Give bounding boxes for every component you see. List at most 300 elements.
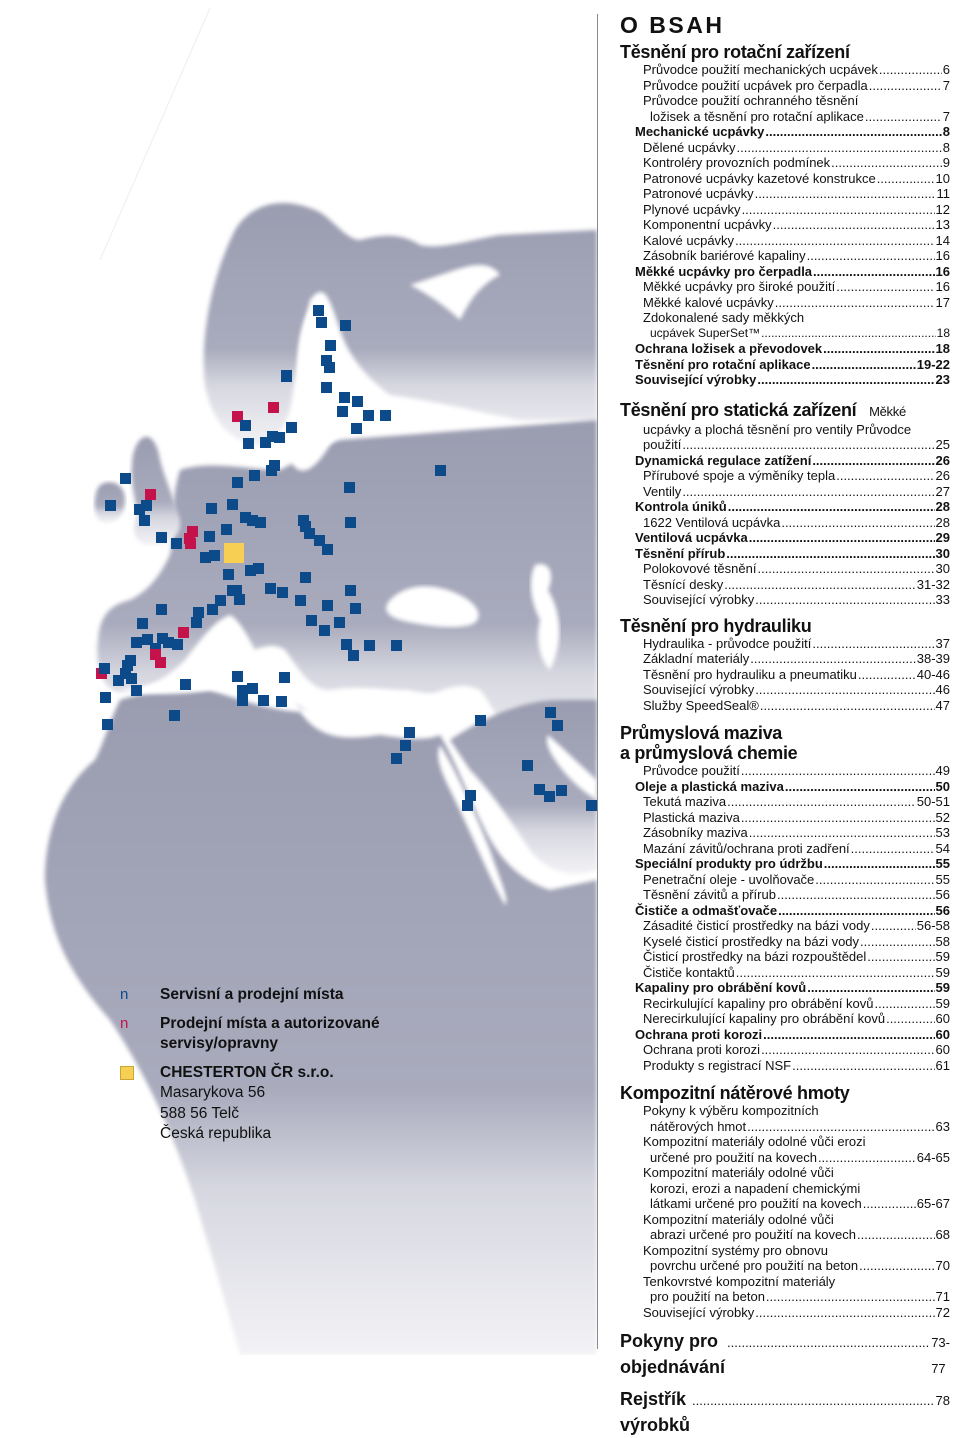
toc-entry[interactable] [620, 248, 950, 264]
page-number: 78 [935, 1393, 950, 1408]
entry-label: Zásobníky maziva [643, 825, 748, 840]
entry-label-line2[interactable]: korozi, erozi a napadení chemickými [650, 1180, 861, 1196]
toc-entry[interactable] [620, 903, 950, 919]
dot-leader [757, 561, 934, 577]
dot-leader [765, 124, 941, 140]
service-location-marker [180, 679, 191, 690]
toc-entry[interactable] [620, 233, 950, 249]
toc-entry[interactable] [620, 341, 950, 357]
entry-label-line1[interactable]: Zdokonalené sady měkkých [643, 310, 805, 325]
toc-entry[interactable] [620, 1289, 950, 1305]
dot-leader [813, 264, 935, 280]
toc-entry[interactable] [620, 1258, 950, 1274]
section-title[interactable]: Kompozitní nátěrové hmoty [620, 1083, 850, 1103]
toc-entry-index[interactable] [620, 1386, 950, 1438]
toc-entry[interactable] [620, 546, 950, 562]
service-location-marker [126, 673, 137, 684]
section-title[interactable]: Průmyslová maziva [620, 723, 782, 743]
dot-leader [742, 202, 935, 218]
page-number: 38-39 [916, 651, 950, 666]
dot-leader [749, 825, 935, 841]
dot-leader [755, 186, 936, 202]
toc-entry[interactable] [620, 577, 950, 593]
service-location-marker [300, 572, 311, 583]
page-number: 60 [935, 1042, 950, 1057]
page-number: 13 [935, 217, 950, 232]
entry-label: Zásobník bariérové kapaliny [643, 248, 806, 263]
toc-entry[interactable] [620, 561, 950, 577]
table-of-contents [620, 10, 950, 1438]
entry-label: 1622 Ventilová ucpávka [643, 514, 781, 530]
entry-label: Komponentní ucpávky [643, 217, 772, 232]
toc-entry[interactable] [620, 499, 950, 515]
service-location-marker [313, 305, 324, 316]
dot-leader [831, 155, 942, 171]
page-number: 28 [935, 499, 950, 514]
page-number: 72 [935, 1304, 950, 1320]
section-intro: ucpávky a plochá těsnění pro ventily Průvodce [643, 421, 912, 437]
service-location-marker [345, 517, 356, 528]
entry-label: Těsnění pro hydrauliku a pneumatiku [643, 666, 857, 682]
toc-entry[interactable] [620, 1150, 950, 1166]
dot-leader [747, 1119, 934, 1135]
service-location-marker [586, 800, 597, 811]
service-location-marker [266, 465, 277, 476]
dot-leader [749, 530, 935, 546]
page-number: 54 [935, 840, 950, 856]
section-title-line2[interactable]: a průmyslová chemie [620, 743, 798, 763]
entry-label: použití [643, 437, 682, 452]
entry-label-line1[interactable]: Pokyny k výběru kompozitních [643, 1103, 819, 1118]
dot-leader [812, 453, 934, 469]
column-divider [597, 14, 598, 1349]
entry-label-continued: pro použití na beton [650, 1289, 765, 1304]
service-location-marker [325, 340, 336, 351]
service-location-marker [286, 422, 297, 433]
dot-leader [682, 437, 934, 453]
service-location-marker [102, 719, 113, 730]
section-title-text[interactable]: Těsnění pro statická zařízení [620, 399, 857, 420]
page-number: 8 [942, 124, 950, 139]
entry-label: Polokovové těsnění [643, 561, 757, 576]
service-location-marker [247, 683, 258, 694]
toc-entry[interactable] [620, 217, 950, 233]
toc-entry[interactable] [620, 140, 950, 156]
entry-label: Čisticí prostředky na bázi rozpouštědel [643, 949, 867, 964]
service-location-marker [348, 650, 359, 661]
service-location-marker [552, 720, 563, 731]
page-number: 56-58 [916, 918, 950, 933]
toc-entry[interactable] [620, 1042, 950, 1058]
service-location-marker [316, 317, 327, 328]
toc-entry[interactable] [620, 779, 950, 795]
toc-entry[interactable] [620, 949, 950, 965]
dot-leader [807, 980, 934, 996]
dot-leader [851, 841, 935, 857]
entry-label: Produkty s registrací NSF [643, 1057, 792, 1073]
entry-label: Plastická maziva [643, 809, 740, 825]
page-number: 10 [935, 170, 950, 186]
toc-entry[interactable] [620, 996, 950, 1012]
entry-label: Kontrola úniků [635, 499, 727, 514]
entry-label: Těsnící desky [643, 576, 724, 592]
toc-entry[interactable] [620, 453, 950, 469]
dot-leader [761, 1042, 934, 1058]
page-number: 49 [935, 763, 950, 778]
dot-leader [760, 698, 935, 714]
dot-leader [869, 78, 942, 94]
page-number: 14 [935, 232, 950, 248]
dot-leader [741, 763, 935, 779]
section-title[interactable]: Těsnění pro hydrauliku [620, 615, 812, 636]
dot-leader [766, 1289, 935, 1305]
service-location-marker [237, 685, 248, 696]
authorized-location-marker [178, 627, 189, 638]
dot-leader [836, 468, 934, 484]
service-location-marker [363, 410, 374, 421]
entry-label: Kontroléry provozních podmínek [643, 155, 831, 170]
page-number: 30 [935, 561, 950, 576]
service-location-marker [322, 600, 333, 611]
service-location-marker [295, 595, 306, 606]
toc-entry[interactable] [620, 1305, 950, 1321]
service-location-marker [139, 515, 150, 526]
service-location-marker [120, 473, 131, 484]
service-location-marker [534, 784, 545, 795]
toc-entry[interactable] [620, 934, 950, 950]
page-number: 55 [935, 871, 950, 887]
entry-label: Tekutá maziva [643, 794, 727, 809]
toc-entry[interactable] [620, 515, 950, 531]
entry-label: Hydraulika - průvodce použití [643, 635, 812, 651]
page-number: 29 [935, 530, 950, 545]
toc-entry[interactable] [620, 530, 950, 546]
toc-entry[interactable] [620, 794, 950, 810]
dot-leader [886, 1011, 934, 1027]
entry-label-continued: nátěrových hmot [650, 1118, 747, 1134]
toc-entry[interactable] [620, 636, 950, 652]
toc-title: O BSAH [620, 12, 725, 38]
toc-entry[interactable] [620, 186, 950, 202]
entry-label-continued: látkami určené pro použití na kovech [650, 1196, 862, 1211]
toc-entry[interactable] [620, 372, 950, 388]
authorized-location-marker [155, 657, 166, 668]
page-number: 60 [935, 1011, 950, 1026]
authorized-location-marker [145, 489, 156, 500]
service-location-marker [207, 604, 218, 615]
page-number: 7 [942, 77, 950, 93]
dot-leader [724, 577, 916, 593]
entry-label-line1[interactable]: Tenkovrstvé kompozitní materiály [643, 1273, 836, 1289]
page-number: 37 [935, 635, 950, 651]
toc-entry[interactable] [620, 295, 950, 311]
entry-label-line1[interactable]: Kompozitní materiály odolné vůči [643, 1211, 834, 1227]
toc-entry[interactable] [620, 62, 950, 78]
entry-label: Čističe a odmašťovače [635, 902, 778, 918]
service-location-marker [234, 594, 245, 605]
entry-label: Penetrační oleje - uvolňovače [643, 871, 815, 887]
service-location-marker [100, 692, 111, 703]
toc-entry[interactable] [620, 109, 950, 125]
toc-entry[interactable] [620, 357, 950, 373]
toc-entry[interactable] [620, 856, 950, 872]
legend-label: Prodejní místa a autorizované servisy/opravny [160, 1015, 380, 1052]
service-location-marker [274, 432, 285, 443]
toc-entry[interactable] [620, 763, 950, 779]
legend-label: Servisní a prodejní místa [160, 986, 344, 1003]
service-location-marker [321, 382, 332, 393]
entry-label: Měkké ucpávky pro čerpadla [635, 263, 813, 279]
entry-label: Ochrana proti korozi [643, 1042, 761, 1057]
page-number: 55 [935, 856, 950, 871]
authorized-location-marker [184, 533, 195, 544]
entry-label: Měkké ucpávky pro široké použití [643, 279, 836, 294]
page-number: 60 [935, 1026, 950, 1042]
toc-entry[interactable] [620, 279, 950, 295]
toc-entry[interactable] [620, 825, 950, 841]
toc-entry[interactable] [620, 810, 950, 826]
toc-entry[interactable] [620, 918, 950, 934]
service-location-marker [298, 515, 309, 526]
entry-label: Základní materiály [643, 651, 750, 666]
service-location-marker [172, 639, 183, 650]
toc-entry[interactable] [620, 171, 950, 187]
page-number: 6 [942, 62, 950, 77]
entry-label: Rejstřík výrobků [620, 1389, 691, 1435]
entry-label: Ventilová ucpávka [635, 530, 748, 545]
entry-label-continued: povrchu určené pro použití na beton [650, 1258, 859, 1273]
entry-label-line1[interactable]: Průvodce použití ochranného těsnění [643, 93, 859, 108]
entry-label: Těsnění přírub [635, 545, 726, 561]
page-number: 18 [936, 325, 950, 340]
toc-entry[interactable] [620, 484, 950, 500]
authorized-location-marker [268, 402, 279, 413]
legend-item-service [120, 985, 420, 1005]
page-number: 58 [935, 933, 950, 949]
dot-leader [682, 484, 934, 500]
service-location-marker [240, 420, 251, 431]
entry-label: Ochrana ložisek a převodovek [635, 341, 823, 356]
dot-leader [867, 949, 934, 965]
section-title[interactable] [620, 400, 950, 422]
entry-label-continued: abrazi určené pro použití na kovech [650, 1227, 856, 1242]
entry-label: Průvodce použití mechanických ucpávek [643, 62, 878, 77]
entry-label-continued: ložisek a těsnění pro rotační aplikace [650, 108, 864, 124]
service-location-marker [304, 528, 315, 539]
page-number: 53 [935, 825, 950, 840]
page-number: 59 [935, 949, 950, 964]
dot-leader [879, 62, 942, 78]
service-location-marker [306, 615, 317, 626]
toc-entry[interactable] [620, 326, 950, 342]
entry-label: Měkké kalové ucpávky [643, 294, 774, 310]
dot-leader [755, 592, 934, 608]
service-location-marker [249, 470, 260, 481]
service-location-marker [204, 531, 215, 542]
entry-label: Kalové ucpávky [643, 232, 735, 248]
page-number: 8 [942, 139, 950, 155]
service-location-marker [191, 617, 202, 628]
service-location-marker [206, 503, 217, 514]
toc-entry[interactable] [620, 965, 950, 981]
dot-leader [755, 1305, 934, 1321]
service-location-marker [339, 392, 350, 403]
page-number: 56 [935, 887, 950, 902]
dot-leader [727, 794, 916, 810]
service-location-marker [350, 603, 361, 614]
dot-leader [865, 109, 942, 125]
page-number: 12 [935, 201, 950, 217]
dot-leader [823, 341, 934, 357]
service-location-marker [223, 569, 234, 580]
page-number: 46 [935, 682, 950, 697]
toc-entry[interactable] [620, 437, 950, 453]
section-title-tail: Měkké [869, 403, 906, 419]
page-number: 33 [935, 592, 950, 607]
page-number: 56 [935, 902, 950, 918]
service-location-marker [475, 715, 486, 726]
page-number: 26 [935, 468, 950, 483]
hq-location-marker [224, 543, 244, 563]
service-location-marker [435, 465, 446, 476]
page-number: 40-46 [916, 666, 950, 682]
entry-label: Speciální produkty pro údržbu [635, 856, 823, 871]
dot-leader [857, 1227, 935, 1243]
page-number: 17 [935, 294, 950, 310]
dot-leader [812, 636, 934, 652]
toc-entry[interactable] [620, 980, 950, 996]
service-location-marker [344, 482, 355, 493]
entry-label: Dělené ucpávky [643, 139, 736, 155]
entry-label: Ventily [643, 483, 682, 499]
service-location-marker [319, 625, 330, 636]
toc-entry[interactable] [620, 1196, 950, 1212]
dot-leader [728, 499, 935, 515]
service-location-marker [544, 791, 555, 802]
entry-label: Plynové ucpávky [643, 201, 741, 217]
service-location-marker [243, 438, 254, 449]
entry-label: Patronové ucpávky [643, 186, 754, 201]
entry-label: Mazání závitů/ochrana proti zadření [643, 840, 850, 856]
dot-leader [726, 546, 934, 562]
service-location-marker [391, 640, 402, 651]
toc-entry[interactable] [620, 468, 950, 484]
toc-entry[interactable] [620, 872, 950, 888]
page-number: 9 [942, 155, 950, 170]
page-number: 50-51 [916, 794, 950, 809]
page-number: 59 [935, 995, 950, 1011]
toc-entry[interactable] [620, 1011, 950, 1027]
page-number: 50 [935, 778, 950, 794]
dot-leader [763, 1027, 934, 1043]
entry-label: Průvodce použití ucpávek pro čerpadla [643, 77, 868, 93]
toc-entry[interactable] [620, 202, 950, 218]
toc-entry[interactable] [620, 682, 950, 698]
page-number: 64-65 [916, 1149, 950, 1165]
entry-label: Čističe kontaktů [643, 964, 735, 980]
page-number: 26 [935, 452, 950, 468]
dot-leader [875, 996, 935, 1012]
page-number: 47 [935, 697, 950, 713]
dot-leader [761, 326, 936, 342]
service-location-marker [276, 696, 287, 707]
dot-leader [736, 965, 935, 981]
page-number: 71 [935, 1289, 950, 1304]
dot-leader [858, 667, 916, 683]
page-number: 7 [942, 108, 950, 124]
service-location-marker [545, 707, 556, 718]
service-location-marker [221, 524, 232, 535]
entry-label: Těsnění pro rotační aplikace [635, 356, 811, 372]
page-number: 68 [935, 1227, 950, 1242]
service-location-marker [258, 695, 269, 706]
toc-entry-ordering[interactable] [620, 1328, 950, 1382]
service-location-marker [337, 406, 348, 417]
toc-entry[interactable] [620, 1027, 950, 1043]
service-location-marker [340, 320, 351, 331]
entry-label: Kapaliny pro obrábění kovů [635, 980, 807, 995]
toc-entry[interactable] [620, 1058, 950, 1074]
entry-label: Těsnění závitů a přírub [643, 887, 776, 902]
dot-leader [818, 1150, 916, 1166]
dot-leader [755, 682, 934, 698]
entry-label: Přírubové spoje a výměníky tepla [643, 468, 836, 483]
dot-leader [785, 779, 935, 795]
service-location-marker [131, 685, 142, 696]
page-number: 25 [935, 437, 950, 452]
toc-entry[interactable] [620, 78, 950, 94]
page-number: 27 [935, 483, 950, 499]
toc-entry[interactable] [620, 155, 950, 171]
page-number: 59 [935, 980, 950, 995]
toc-entry[interactable] [620, 1227, 950, 1243]
entry-label: Související výrobky [635, 372, 757, 387]
service-location-marker [351, 423, 362, 434]
entry-label-line1[interactable]: Kompozitní systémy pro obnovu [643, 1242, 828, 1258]
entry-label-line1[interactable]: Kompozitní materiály odolné vůči erozi [643, 1134, 866, 1149]
toc-entry[interactable] [620, 592, 950, 608]
page-number: 28 [935, 514, 950, 530]
toc-entry[interactable] [620, 651, 950, 667]
entry-label-line1[interactable]: Kompozitní materiály odolné vůči [643, 1165, 834, 1180]
dot-leader [792, 1058, 934, 1074]
page-number: 70 [935, 1258, 950, 1273]
dot-leader [860, 934, 934, 950]
service-location-marker [200, 552, 211, 563]
dot-leader [836, 279, 934, 295]
section-title[interactable]: Těsnění pro rotační zařízení [620, 42, 850, 62]
service-location-marker [232, 477, 243, 488]
toc-entry[interactable] [620, 841, 950, 857]
hq-name: CHESTERTON ČR s.r.o. [160, 1064, 334, 1081]
toc-entry[interactable] [620, 887, 950, 903]
hq-city: 588 56 Telč [160, 1104, 239, 1122]
entry-label: Související výrobky [643, 1304, 755, 1320]
page-number: 16 [935, 279, 950, 294]
dot-leader [775, 295, 935, 311]
service-location-marker [141, 500, 152, 511]
entry-label: Nerecirkulující kapaliny pro obrábění kovů [643, 1011, 886, 1026]
toc-entry[interactable] [620, 698, 950, 714]
toc-entry[interactable] [620, 124, 950, 140]
dot-leader [871, 918, 916, 934]
red-marker-icon: n [120, 1015, 129, 1032]
toc-entry[interactable] [620, 264, 950, 280]
toc-entry[interactable] [620, 667, 950, 683]
service-location-marker [255, 517, 266, 528]
entry-label: Služby SpeedSeal® [643, 697, 759, 713]
toc-entry[interactable] [620, 1119, 950, 1135]
